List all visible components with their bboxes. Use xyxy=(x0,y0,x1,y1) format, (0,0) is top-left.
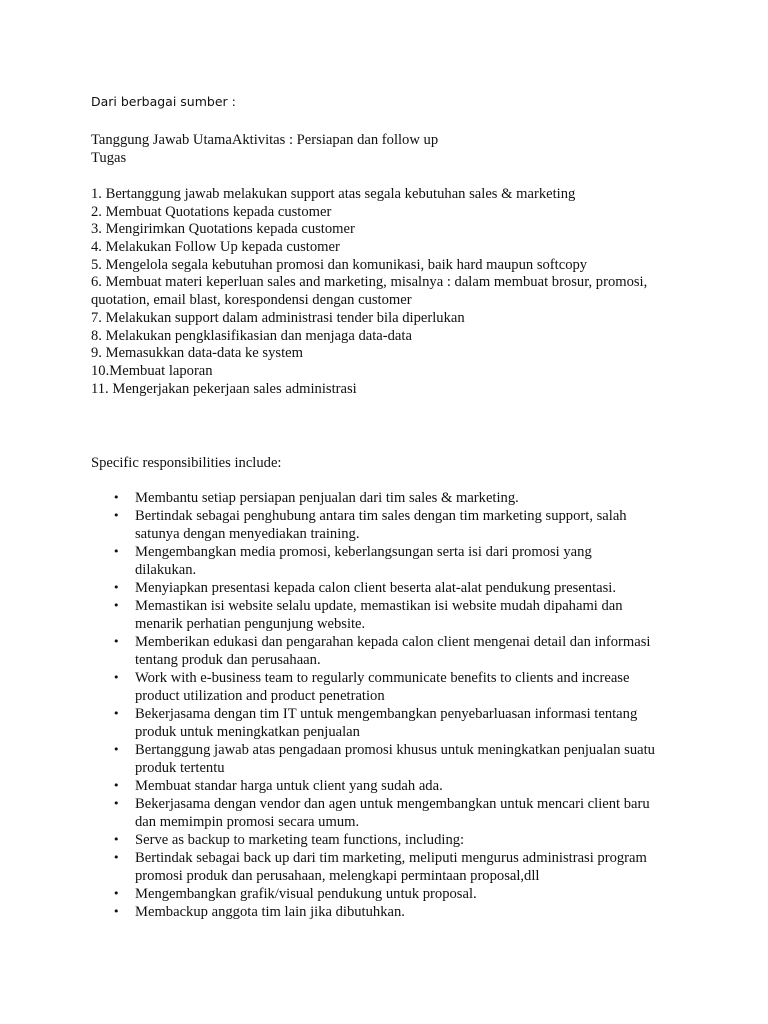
responsibility-text: Bekerjasama dengan tim IT untuk mengembangkan penyebarluasan informasi tentang xyxy=(135,706,638,722)
responsibility-item xyxy=(91,831,691,849)
responsibility-text: Memastikan isi website selalu update, memastikan isi website mudah dipahami dan xyxy=(135,598,623,614)
responsibility-text: promosi produk dan perusahaan, melengkapi permintaan proposal,dll xyxy=(135,868,540,884)
responsibility-item xyxy=(91,669,691,705)
task-line: 4. Melakukan Follow Up kepada customer xyxy=(91,239,340,256)
bullet-icon: • xyxy=(113,779,120,792)
bullet-icon: • xyxy=(113,491,120,504)
task-line: 11. Mengerjakan pekerjaan sales administrasi xyxy=(91,380,357,397)
header-line-tugas: Tugas xyxy=(91,150,127,166)
responsibility-text: Bekerjasama dengan vendor dan agen untuk mengembangkan untuk mencari client baru xyxy=(135,796,650,812)
responsibility-text: Membantu setiap persiapan penjualan dari tim sales & marketing. xyxy=(135,490,519,506)
responsibility-text: Membuat standar harga untuk client yang sudah ada. xyxy=(135,778,443,794)
bullet-icon: • xyxy=(113,671,120,684)
bullet-icon: • xyxy=(113,545,120,558)
bullet-icon: • xyxy=(113,635,120,648)
task-line: 8. Melakukan pengklasifikasian dan menjaga data-data xyxy=(91,327,412,344)
specific-responsibilities-title: Specific responsibilities include: xyxy=(91,455,282,471)
header-line-responsibility: Tanggung Jawab UtamaAktivitas : Persiapan dan follow up xyxy=(91,132,439,148)
responsibility-text: dilakukan. xyxy=(135,562,197,578)
task-line: 7. Melakukan support dalam administrasi tender bila diperlukan xyxy=(91,309,465,326)
responsibility-text: Work with e-business team to regularly communicate benefits to clients and increase xyxy=(135,670,630,686)
responsibility-item xyxy=(91,579,691,597)
responsibility-text: Menyiapkan presentasi kepada calon client beserta alat-alat pendukung presentasi. xyxy=(135,580,616,596)
responsibility-item xyxy=(91,705,691,741)
responsibility-text: Mengembangkan media promosi, keberlangsungan serta isi dari promosi yang xyxy=(135,544,592,560)
bullet-icon: • xyxy=(113,905,120,918)
task-line: 10.Membuat laporan xyxy=(91,362,213,379)
responsibility-list xyxy=(91,489,691,921)
bullet-icon: • xyxy=(113,581,120,594)
bullet-icon: • xyxy=(113,851,120,864)
responsibility-item xyxy=(91,597,691,633)
bullet-icon: • xyxy=(113,707,120,720)
task-line: 2. Membuat Quotations kepada customer xyxy=(91,203,332,220)
bullet-icon: • xyxy=(113,509,120,522)
responsibility-text: produk untuk meningkatkan penjualan xyxy=(135,724,360,740)
bullet-icon: • xyxy=(113,833,120,846)
responsibility-text: menarik perhatian pengunjung website. xyxy=(135,616,366,632)
responsibility-item xyxy=(91,741,691,777)
responsibility-item xyxy=(91,777,691,795)
responsibility-text: Bertindak sebagai penghubung antara tim sales dengan tim marketing support, salah xyxy=(135,508,627,524)
responsibility-text: produk tertentu xyxy=(135,760,225,776)
task-line: 6. Membuat materi keperluan sales and marketing, misalnya : dalam membuat brosur, promosi, xyxy=(91,274,648,291)
responsibility-text: Serve as backup to marketing team functions, including: xyxy=(135,832,465,848)
responsibility-item xyxy=(91,903,691,921)
task-header xyxy=(91,131,691,167)
task-line: 9. Memasukkan data-data ke system xyxy=(91,345,303,362)
responsibility-item xyxy=(91,489,691,507)
source-heading: Dari berbagai sumber : xyxy=(91,94,236,109)
responsibility-text: tentang produk dan perusahaan. xyxy=(135,652,321,668)
task-line: 3. Mengirimkan Quotations kepada customer xyxy=(91,221,355,238)
responsibility-item xyxy=(91,885,691,903)
bullet-icon: • xyxy=(113,887,120,900)
bullet-icon: • xyxy=(113,599,120,612)
responsibility-item xyxy=(91,795,691,831)
responsibility-item xyxy=(91,849,691,885)
responsibility-item xyxy=(91,633,691,669)
responsibility-text: Membackup anggota tim lain jika dibutuhkan. xyxy=(135,904,405,920)
responsibility-text: product utilization and product penetration xyxy=(135,688,385,704)
bullet-icon: • xyxy=(113,797,120,810)
responsibility-text: Bertindak sebagai back up dari tim marketing, meliputi mengurus administrasi program xyxy=(135,850,647,866)
responsibility-text: Mengembangkan grafik/visual pendukung untuk proposal. xyxy=(135,886,477,902)
task-line: quotation, email blast, korespondensi dengan customer xyxy=(91,292,412,309)
responsibility-text: Bertanggung jawab atas pengadaan promosi khusus untuk meningkatkan penjualan suatu xyxy=(135,742,655,758)
responsibility-text: Memberikan edukasi dan pengarahan kepada calon client mengenai detail dan informasi xyxy=(135,634,651,650)
task-list xyxy=(91,185,691,397)
bullet-icon: • xyxy=(113,743,120,756)
responsibility-item xyxy=(91,507,691,543)
task-line: 1. Bertanggung jawab melakukan support atas segala kebutuhan sales & marketing xyxy=(91,186,576,202)
responsibility-text: dan memimpin promosi secara umum. xyxy=(135,814,360,830)
responsibility-item xyxy=(91,543,691,579)
responsibility-text: satunya dengan menyediakan training. xyxy=(135,526,360,542)
task-line: 5. Mengelola segala kebutuhan promosi dan komunikasi, baik hard maupun softcopy xyxy=(91,256,588,273)
